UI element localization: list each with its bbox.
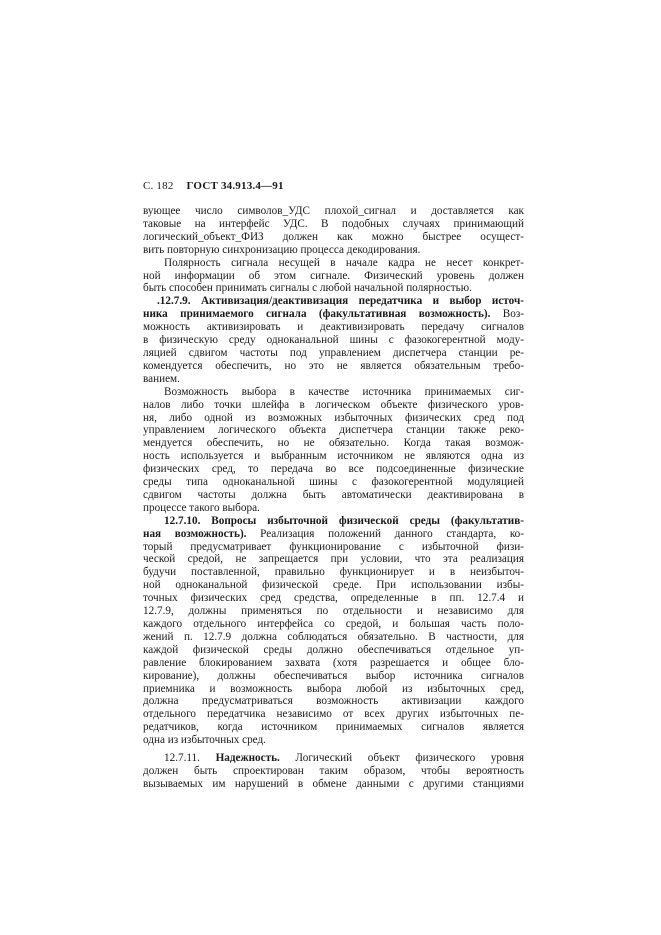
text-line: 12.7.9, должны применяться по отдельности и независимо для <box>143 605 524 618</box>
text-line: вить повторную синхронизацию процесса декодирования. <box>143 243 421 256</box>
text-line: налов либо точки шлейфа в логическом объекте физического уров- <box>143 398 524 411</box>
text-line: приемника и возможность выбора любой из избыточных сред, <box>143 682 524 695</box>
page-header <box>143 180 284 192</box>
text-line: редатчиков, когда источником принимаемых сигналов является <box>143 721 524 734</box>
text-line: одна из избыточных сред. <box>143 734 266 747</box>
text-line: таковые на интерфейс УДС. В подобных случаях принимающий <box>143 217 524 230</box>
text-line: точных физических сред средства, определенные в пп. 12.7.4 и <box>143 592 524 605</box>
section-12-7-9-heading: .12.7.9. Активизация/деактивизация передатчика и выбор источ- <box>157 295 524 308</box>
text-line: жений п. 12.7.9 должна соблюдаться обязательно. В частности, для <box>143 630 524 643</box>
text-line: мендуется обеспечить, но не обязательно. Когда такая возмож- <box>143 437 524 450</box>
text-line: вызываемых им нарушений в обмене данными с другими станциями <box>143 777 524 790</box>
text-line: Полярность сигнала несущей в начале кадра не несет конкрет- <box>164 256 524 269</box>
section-12-7-11-heading: 12.7.11. Надежность. Логический объект физического уровня <box>164 752 524 765</box>
text-line: логический_объект_ФИЗ должен как можно быстрее осущест- <box>143 230 524 243</box>
text-line: среды типа одноканальной шины с фазокогерентной модуляцией <box>143 476 524 489</box>
text-line: кирование), должны обеспечиваться выбор источника сигналов <box>143 669 524 682</box>
text-line: быть способен принимать сигналы с любой начальной полярностью. <box>143 282 472 295</box>
text-line: равление блокированием захвата (хотя разрешается и общее бло- <box>143 656 524 669</box>
text-line: каждой физической среды должно обеспечиваться отдельное уп- <box>143 643 524 656</box>
text-line: физических сред, то передача во все подсоединенные физические <box>143 463 524 476</box>
text-line: ня, либо одной из возможных избыточных физических сред под <box>143 411 524 424</box>
text-line: должна предусматриваться возможность активизации каждого <box>143 695 524 708</box>
text-line: ванием. <box>143 372 180 385</box>
text-line: ная возможность). Реализация положений данного стандарта, ко- <box>143 527 524 540</box>
text-line: ника принимаемого сигнала (факультативная возможность). Воз- <box>143 308 524 321</box>
page-number: С. 182 <box>143 180 174 192</box>
text-line: отдельного передатчика независимо от всех других избыточных пе- <box>143 708 524 721</box>
document-body <box>143 205 524 791</box>
text-line: ность используется и выбранным источником не являются одна из <box>143 450 524 463</box>
text-line: ной одноканальной физической среде. При использовании избы- <box>143 579 524 592</box>
text-line: можность активизировать и деактивизировать передачу сигналов <box>143 321 524 334</box>
text-line: будучи поставленной, правильно функционирует и в неизбыточ- <box>143 566 524 579</box>
text-line: в физическую среду одноканальной шины с фазокогерентной моду- <box>143 334 524 347</box>
text-line: управлением логического объекта диспетчера станции также реко- <box>143 424 524 437</box>
text-line: Возможность выбора в качестве источника принимаемых сиг- <box>164 385 524 398</box>
text-line: комендуется обеспечить, но это не является обязательным требо- <box>143 359 524 372</box>
text-line: ляцией сдвигом частоты под управлением диспетчера станции ре- <box>143 346 524 359</box>
text-line: вующее число символов_УДС плохой_сигнал и доставляется как <box>143 205 524 217</box>
text-line: торый предусматривает функционирование с избыточной физи- <box>143 540 524 553</box>
section-12-7-10-heading: 12.7.10. Вопросы избыточной физической среды (факультатив- <box>164 514 524 527</box>
text-line: каждого отдельного интерфейса со средой, и большая часть поло- <box>143 618 524 630</box>
gost-designation: ГОСТ 34.913.4—91 <box>186 180 284 192</box>
text-line: ной информации об этом сигнале. Физический уровень должен <box>143 269 524 282</box>
text-line: сдвигом частоты должна быть автоматически деактивирована в <box>143 488 524 501</box>
text-line: должен быть спроектирован таким образом, чтобы вероятность <box>143 764 524 777</box>
text-line: ческой средой, не запрещается при условии, что эта реализация <box>143 553 524 566</box>
text-line: процессе такого выбора. <box>143 501 260 514</box>
